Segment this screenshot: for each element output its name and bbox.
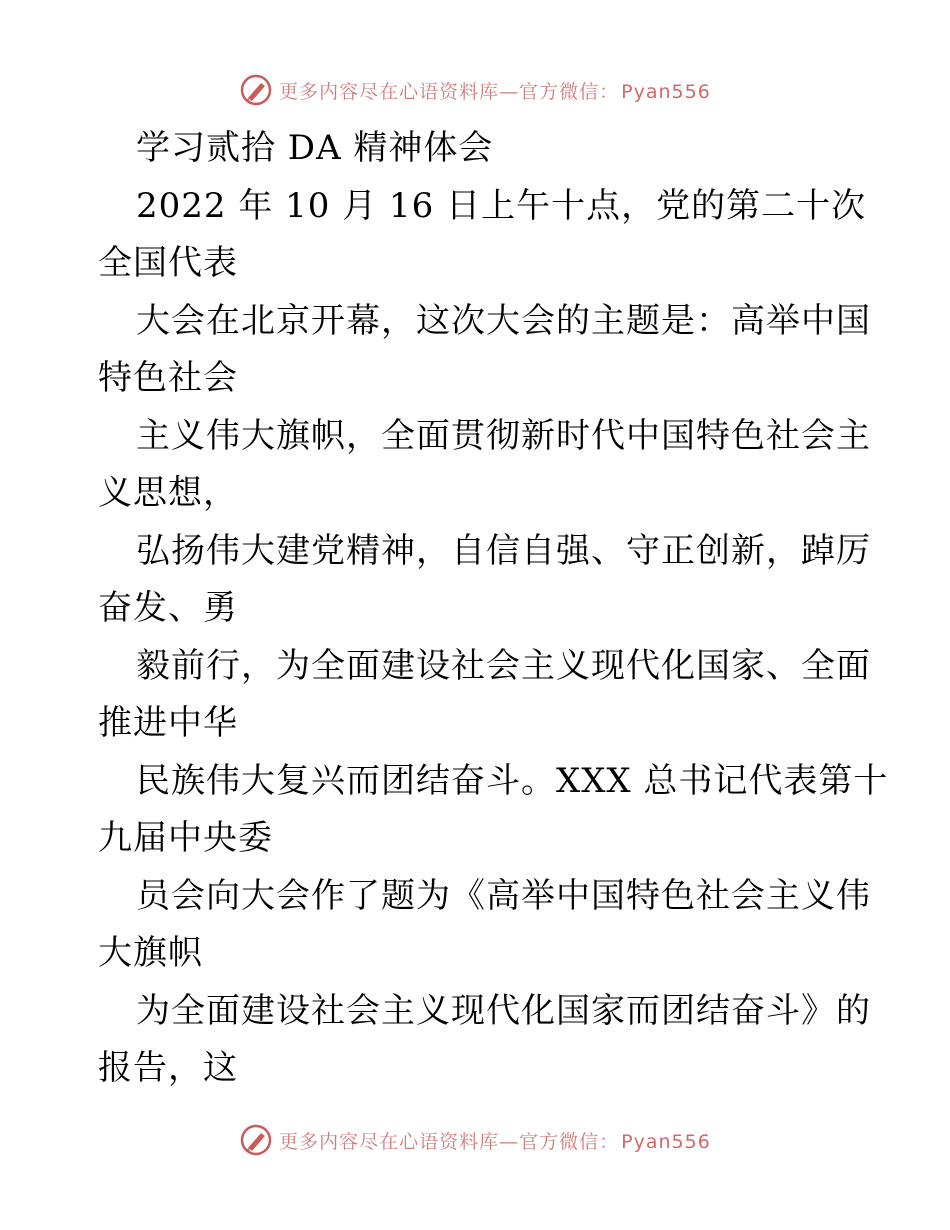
text-line: 弘扬伟大建党精神，自信自强、守正创新，踔厉 — [136, 530, 871, 571]
text-line: 主义伟大旗帜，全面贯彻新时代中国特色社会主 — [136, 415, 871, 456]
text-line: 为全面建设社会主义现代化国家而团结奋斗》的 — [136, 990, 871, 1031]
text-line: 九届中央委 — [98, 818, 273, 858]
text-line: 推进中华 — [98, 703, 238, 743]
watermark-label: 更多内容尽在心语资料库—官方微信： — [279, 1130, 620, 1153]
pen-logo-icon — [239, 73, 273, 107]
text-line: 报告，这 — [98, 1048, 238, 1088]
header-watermark — [0, 70, 950, 110]
text-line: 2022 年 10 月 16 日上午十点，党的第二十次 — [136, 185, 867, 226]
pen-logo-icon — [239, 1123, 273, 1157]
text-line: 义思想， — [98, 473, 238, 513]
watermark-wechat-id: Pyan556 — [621, 1130, 711, 1153]
document-body — [98, 120, 889, 1098]
text-line: 大旗帜 — [98, 933, 203, 973]
footer-watermark — [0, 1120, 950, 1160]
text-line: 学习贰拾 DA 精神体会 — [136, 128, 494, 168]
text-line: 奋发、勇 — [98, 588, 238, 628]
watermark-text — [279, 77, 711, 104]
watermark-wechat-id: Pyan556 — [621, 80, 711, 103]
text-line: 大会在北京开幕，这次大会的主题是：高举中国 — [136, 300, 871, 341]
text-line: 民族伟大复兴而团结奋斗。XXX 总书记代表第十 — [136, 760, 889, 801]
text-line: 毅前行，为全面建设社会主义现代化国家、全面 — [136, 645, 871, 686]
watermark-label: 更多内容尽在心语资料库—官方微信： — [279, 80, 620, 103]
text-line: 员会向大会作了题为《高举中国特色社会主义伟 — [136, 875, 871, 916]
watermark-text — [279, 1127, 711, 1154]
text-line: 全国代表 — [98, 243, 238, 283]
text-line: 特色社会 — [98, 358, 238, 398]
